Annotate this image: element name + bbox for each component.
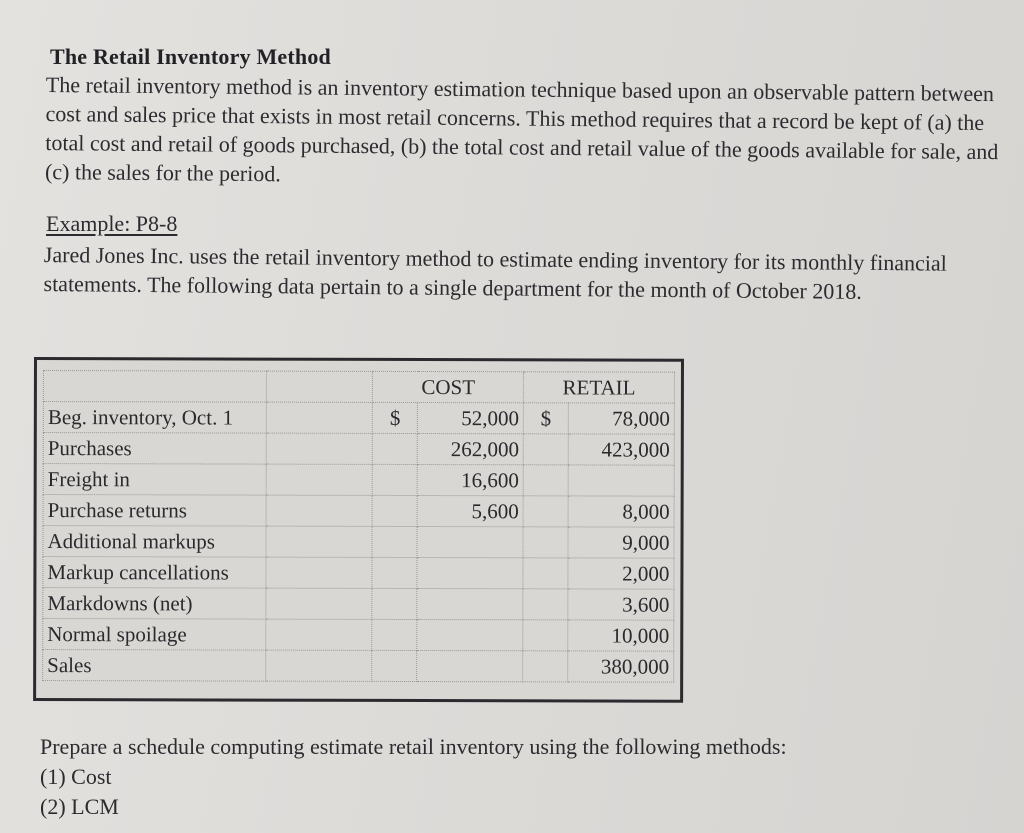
retail-currency bbox=[523, 434, 568, 465]
retail-value: 423,000 bbox=[568, 434, 674, 465]
prompt-block bbox=[40, 732, 940, 822]
table-row bbox=[43, 402, 674, 435]
example-paragraph: Jared Jones Inc. uses the retail inventory method to estimate ending inventory for its monthly financial statements. The following data pertain to a single department for the month of October 2018. bbox=[43, 241, 947, 304]
retail-value bbox=[568, 465, 674, 496]
retail-currency bbox=[523, 465, 568, 496]
retail-value: 78,000 bbox=[568, 403, 674, 434]
section-title: The Retail Inventory Method bbox=[50, 44, 331, 69]
row-label: Purchase returns bbox=[43, 495, 266, 527]
row-gap bbox=[266, 557, 372, 588]
cost-currency bbox=[372, 526, 417, 557]
row-gap bbox=[267, 402, 373, 433]
cost-currency bbox=[373, 433, 418, 464]
data-table bbox=[42, 370, 675, 683]
cost-value bbox=[417, 527, 523, 558]
table-row bbox=[43, 557, 674, 590]
method-item-cost: (1) Cost bbox=[40, 764, 112, 789]
header-blank bbox=[43, 371, 266, 403]
table-body bbox=[43, 402, 675, 683]
cost-header: COST bbox=[373, 371, 524, 402]
retail-value: 9,000 bbox=[568, 527, 674, 558]
cost-currency bbox=[373, 495, 418, 526]
retail-currency bbox=[523, 620, 568, 651]
retail-value: 10,000 bbox=[568, 620, 674, 651]
row-label: Freight in bbox=[43, 464, 266, 496]
table-row bbox=[43, 619, 674, 652]
row-label: Markup cancellations bbox=[43, 557, 266, 589]
retail-currency: $ bbox=[524, 403, 569, 434]
method-item-lcm: (2) LCM bbox=[40, 794, 119, 819]
table-row bbox=[43, 464, 674, 497]
table-row bbox=[43, 433, 674, 466]
row-label: Additional markups bbox=[43, 526, 266, 558]
table-row bbox=[43, 650, 674, 683]
table-row bbox=[43, 495, 674, 528]
row-label: Markdowns (net) bbox=[43, 588, 266, 620]
row-gap bbox=[266, 588, 372, 619]
row-gap bbox=[267, 433, 373, 464]
retail-currency bbox=[523, 527, 568, 558]
retail-currency bbox=[523, 589, 568, 620]
row-gap bbox=[266, 619, 372, 650]
retail-currency bbox=[523, 558, 568, 589]
retail-value: 8,000 bbox=[568, 496, 674, 527]
retail-currency bbox=[523, 496, 568, 527]
row-gap bbox=[266, 526, 372, 557]
row-label: Beg. inventory, Oct. 1 bbox=[43, 402, 266, 434]
cost-value bbox=[417, 651, 523, 682]
cost-value bbox=[417, 558, 523, 589]
row-label: Purchases bbox=[43, 433, 266, 465]
example-heading: Example: P8-8 bbox=[46, 211, 178, 236]
cost-value: 52,000 bbox=[417, 403, 523, 434]
cost-value bbox=[417, 589, 523, 620]
intro-paragraph: The retail inventory method is an inventory estimation technique based upon an observable pattern between cost and sales price that exists in most retail concerns. This method requires that a record be kept of (a) the total cost and retail of goods purchased, (b) the total cost and retail value of the goods available for sale, and (c) the sales for the period. bbox=[44, 71, 999, 187]
header-gap bbox=[267, 371, 373, 402]
cost-currency bbox=[372, 650, 417, 681]
cost-currency bbox=[372, 557, 417, 588]
prompt-text: Prepare a schedule computing estimate retail inventory using the following methods: bbox=[40, 734, 787, 759]
cost-currency: $ bbox=[373, 402, 418, 433]
cost-currency bbox=[373, 464, 418, 495]
row-gap bbox=[266, 650, 372, 681]
retail-value: 3,600 bbox=[568, 589, 674, 620]
cost-value bbox=[417, 620, 523, 651]
cost-value: 16,600 bbox=[417, 465, 523, 496]
table-row bbox=[43, 526, 674, 559]
table-header-row bbox=[43, 371, 674, 404]
cost-value: 262,000 bbox=[417, 434, 523, 465]
retail-value: 380,000 bbox=[568, 651, 674, 682]
retail-value: 2,000 bbox=[568, 558, 674, 589]
cost-currency bbox=[372, 588, 417, 619]
row-label: Normal spoilage bbox=[43, 619, 266, 651]
retail-header: RETAIL bbox=[524, 372, 675, 403]
data-table-frame bbox=[33, 357, 684, 703]
row-gap bbox=[266, 495, 372, 526]
row-label: Sales bbox=[43, 650, 266, 682]
retail-currency bbox=[523, 651, 568, 682]
table-row bbox=[43, 588, 674, 621]
cost-value: 5,600 bbox=[417, 496, 523, 527]
row-gap bbox=[266, 464, 372, 495]
cost-currency bbox=[372, 619, 417, 650]
